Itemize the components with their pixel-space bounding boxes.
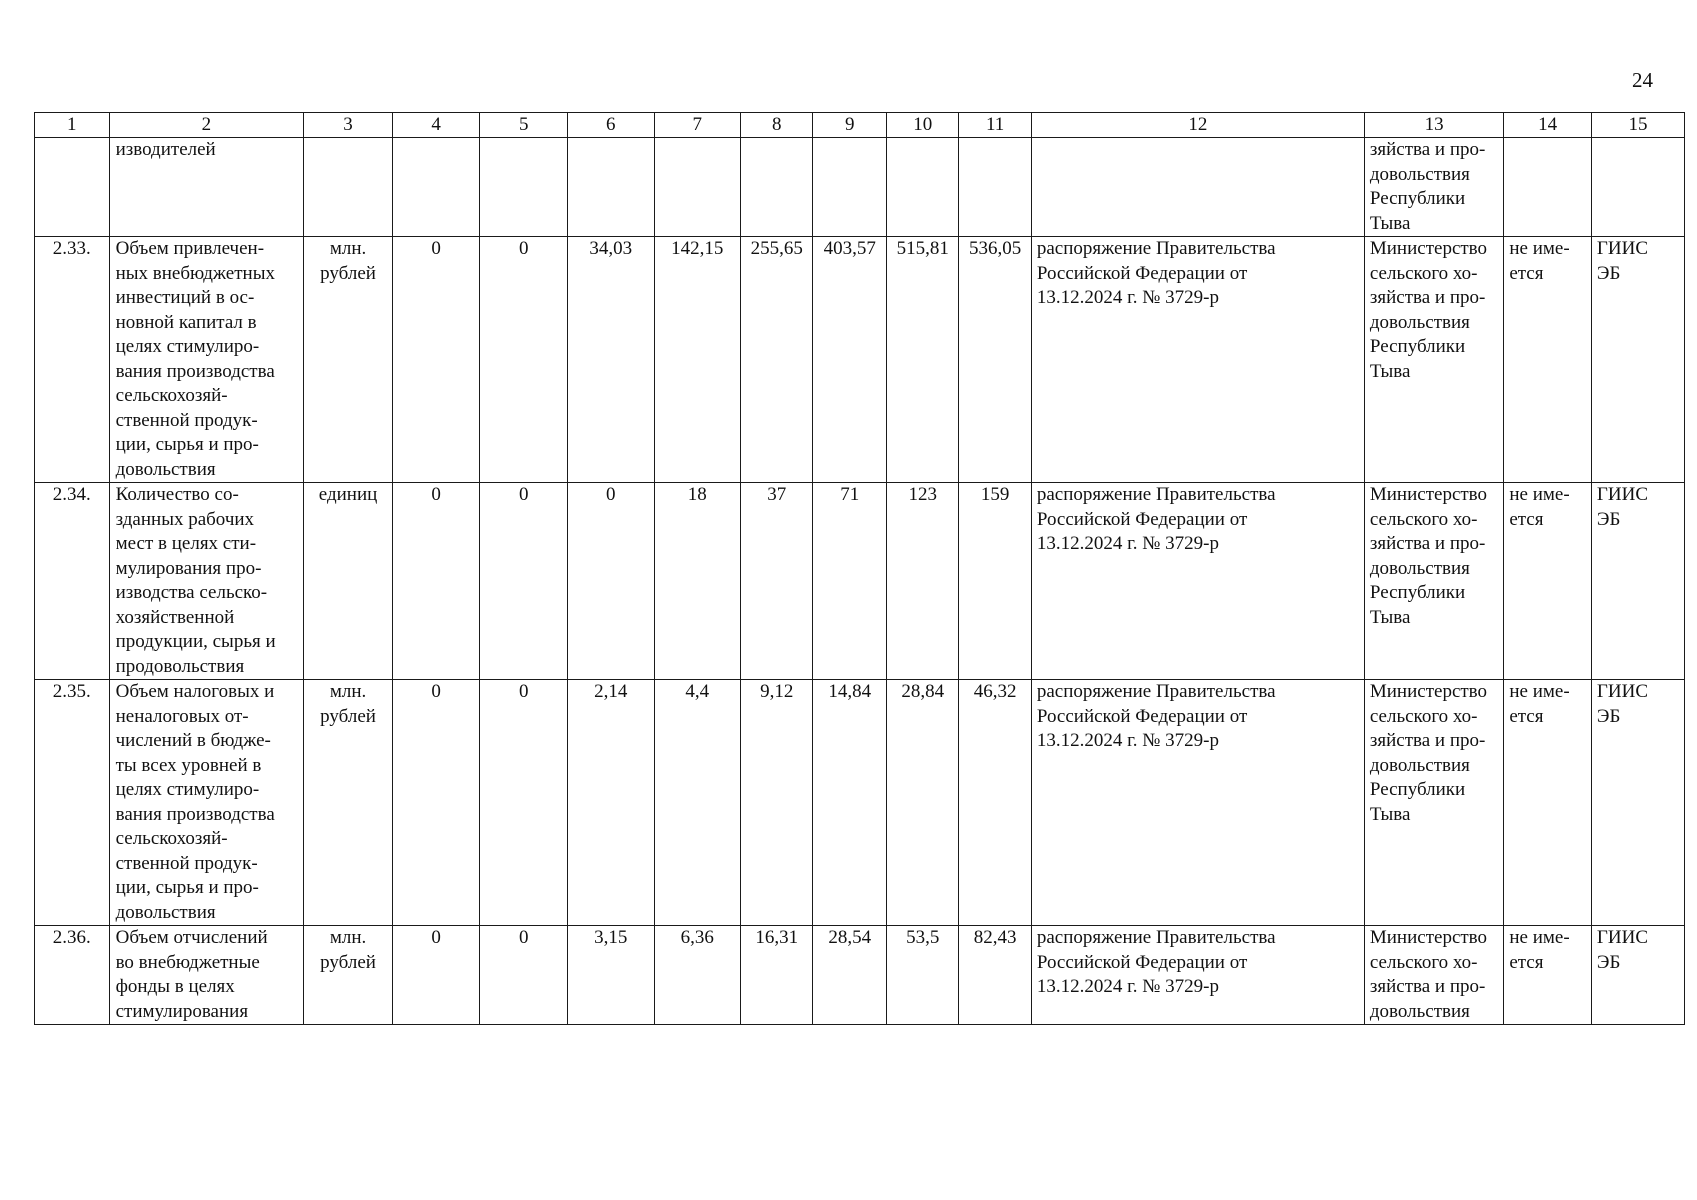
responsible-cell: [1364, 926, 1503, 1025]
value-col10: 123: [886, 483, 958, 680]
document-reference: распоряжение Правительства Российской Федерации от 13.12.2024 г. № 3729-р: [1036, 238, 1276, 308]
table-row: [35, 237, 1685, 483]
responsible-cell: [1364, 680, 1503, 926]
value-col5: 0: [480, 483, 568, 680]
column-15-value: ГИИС ЭБ: [1596, 238, 1649, 284]
document-reference: распоряжение Правительства Российской Федерации от 13.12.2024 г. № 3729-р: [1036, 681, 1276, 751]
value-cell: [568, 138, 655, 237]
column-14-cell: [1504, 483, 1592, 680]
column-number: 7: [654, 113, 741, 138]
indicators-table: [34, 112, 1685, 1025]
column-14-cell: [1504, 237, 1592, 483]
value-col11: 46,32: [959, 680, 1031, 926]
row-index: 2.36.: [35, 926, 110, 1025]
row-index: 2.35.: [35, 680, 110, 926]
responsible-cell: [1364, 483, 1503, 680]
unit: млн. рублей: [320, 927, 376, 973]
document-cell: [1031, 680, 1364, 926]
column-number: 11: [959, 113, 1031, 138]
value-col11: 536,05: [959, 237, 1031, 483]
value-col4: 0: [392, 680, 480, 926]
table-row: [35, 483, 1685, 680]
column-number: 3: [304, 113, 393, 138]
table-row-continuation: [35, 138, 1685, 237]
value-col7: 4,4: [654, 680, 741, 926]
value-col6: 34,03: [568, 237, 655, 483]
responsible-body: Министерство сельского хо- зяйства и про- довольствия Республики Тыва: [1369, 238, 1488, 382]
value-cell: [886, 138, 958, 237]
column-15-cell: [1591, 680, 1684, 926]
column-number: 9: [813, 113, 887, 138]
unit: млн. рублей: [320, 681, 376, 727]
value-col7: 142,15: [654, 237, 741, 483]
column-number: 2: [109, 113, 304, 138]
indicator-name: Объем налоговых и неналоговых от- числений в бюдже- ты всех уровней в целях стимулиро- вания производства сельскохозяй- ственной продук- ции, сырья и про- довольствия: [115, 681, 275, 923]
value-col10: 515,81: [886, 237, 958, 483]
value-col7: 6,36: [654, 926, 741, 1025]
value-cell: [654, 138, 741, 237]
column-14-cell: [1504, 138, 1592, 237]
responsible-body: зяйства и про- довольствия Республики Тыва: [1369, 139, 1486, 234]
value-col11: 159: [959, 483, 1031, 680]
value-col9: 14,84: [813, 680, 887, 926]
value-col8: 16,31: [741, 926, 813, 1025]
indicator-name-cell: [109, 483, 304, 680]
value-cell: [392, 138, 480, 237]
document-cell: [1031, 926, 1364, 1025]
row-index: 2.34.: [35, 483, 110, 680]
unit: млн. рублей: [320, 238, 376, 284]
indicator-name-cell: [109, 926, 304, 1025]
indicator-name: Количество со- зданных рабочих мест в целях сти- мулирования про- изводства сельско- хозяйственной продукции, сырья и продовольствия: [115, 484, 276, 677]
unit-cell: [304, 483, 393, 680]
value-col9: 71: [813, 483, 887, 680]
responsible-body: Министерство сельского хо- зяйства и про- довольствия: [1369, 927, 1488, 1022]
column-15-cell: [1591, 483, 1684, 680]
value-col6: 3,15: [568, 926, 655, 1025]
value-col8: 9,12: [741, 680, 813, 926]
column-15-value: ГИИС ЭБ: [1596, 927, 1649, 973]
value-col9: 403,57: [813, 237, 887, 483]
indicator-name: изводителей: [115, 139, 216, 160]
value-col4: 0: [392, 483, 480, 680]
column-15-cell: [1591, 926, 1684, 1025]
value-col5: 0: [480, 680, 568, 926]
value-cell: [959, 138, 1031, 237]
column-number: 15: [1591, 113, 1684, 138]
document-reference: распоряжение Правительства Российской Федерации от 13.12.2024 г. № 3729-р: [1036, 927, 1276, 997]
column-15-value: ГИИС ЭБ: [1596, 484, 1649, 530]
column-number: 4: [392, 113, 480, 138]
value-col5: 0: [480, 926, 568, 1025]
responsible-cell: [1364, 138, 1503, 237]
column-number: 12: [1031, 113, 1364, 138]
unit-cell: [304, 926, 393, 1025]
column-14-cell: [1504, 680, 1592, 926]
value-col5: 0: [480, 237, 568, 483]
value-col7: 18: [654, 483, 741, 680]
unit-cell: [304, 680, 393, 926]
column-number-row: [35, 113, 1685, 138]
value-cell: [741, 138, 813, 237]
column-14-cell: [1504, 926, 1592, 1025]
unit-cell: [304, 237, 393, 483]
column-number: 6: [568, 113, 655, 138]
table-row: [35, 680, 1685, 926]
document-cell: [1031, 237, 1364, 483]
column-14-value: не име- ется: [1509, 681, 1570, 727]
unit: единиц: [318, 484, 378, 505]
responsible-body: Министерство сельского хо- зяйства и про- довольствия Республики Тыва: [1369, 681, 1488, 825]
column-14-value: не име- ется: [1509, 238, 1570, 284]
column-number: 1: [35, 113, 110, 138]
indicator-name-cell: [109, 237, 304, 483]
value-col8: 37: [741, 483, 813, 680]
document-cell: [1031, 138, 1364, 237]
column-number: 8: [741, 113, 813, 138]
indicator-name: Объем отчислений во внебюджетные фонды в целях стимулирования: [115, 927, 268, 1022]
value-col10: 28,84: [886, 680, 958, 926]
unit-cell: [304, 138, 393, 237]
value-col4: 0: [392, 926, 480, 1025]
column-number: 5: [480, 113, 568, 138]
indicator-name-cell: [109, 138, 304, 237]
value-col10: 53,5: [886, 926, 958, 1025]
column-15-value: ГИИС ЭБ: [1596, 681, 1649, 727]
column-15-cell: [1591, 138, 1684, 237]
value-col4: 0: [392, 237, 480, 483]
column-15-cell: [1591, 237, 1684, 483]
document-cell: [1031, 483, 1364, 680]
page-number: 24: [1632, 68, 1653, 92]
value-col9: 28,54: [813, 926, 887, 1025]
column-14-value: не име- ется: [1509, 927, 1570, 973]
column-number: 10: [886, 113, 958, 138]
value-col6: 2,14: [568, 680, 655, 926]
value-col11: 82,43: [959, 926, 1031, 1025]
indicator-name: Объем привлечен- ных внебюджетных инвестиций в ос- новной капитал в целях стимулиро- вания производства сельскохозяй- ственной продук- ции, сырья и про- довольствия: [115, 238, 275, 480]
value-col6: 0: [568, 483, 655, 680]
indicator-name-cell: [109, 680, 304, 926]
document-reference: распоряжение Правительства Российской Федерации от 13.12.2024 г. № 3729-р: [1036, 484, 1276, 554]
column-number: 14: [1504, 113, 1592, 138]
row-index: 2.33.: [35, 237, 110, 483]
column-number: 13: [1364, 113, 1503, 138]
index-cell: [35, 138, 110, 237]
responsible-cell: [1364, 237, 1503, 483]
value-cell: [813, 138, 887, 237]
value-col8: 255,65: [741, 237, 813, 483]
responsible-body: Министерство сельского хо- зяйства и про- довольствия Республики Тыва: [1369, 484, 1488, 628]
value-cell: [480, 138, 568, 237]
table-row: [35, 926, 1685, 1025]
column-14-value: не име- ется: [1509, 484, 1570, 530]
